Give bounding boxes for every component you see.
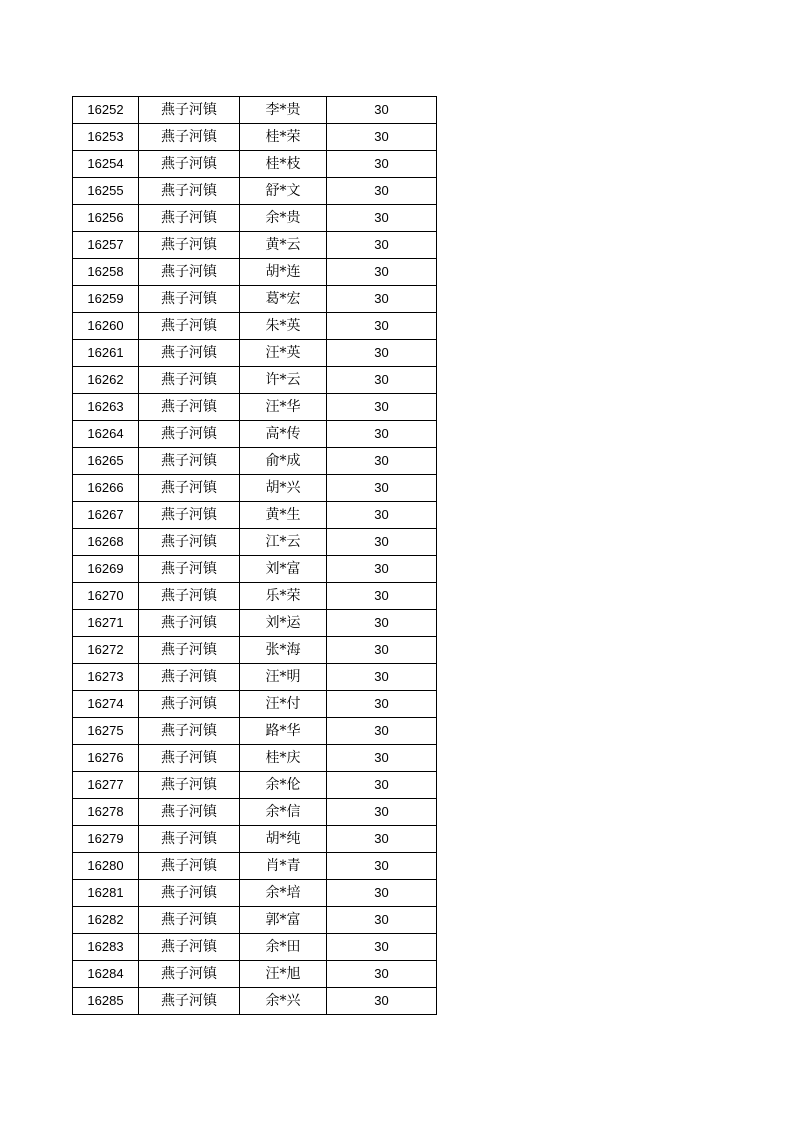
- cell-amount: 30: [327, 502, 437, 529]
- table-row: [73, 394, 437, 421]
- table-row: [73, 151, 437, 178]
- cell-name: 许*云: [240, 367, 327, 394]
- table-row: [73, 826, 437, 853]
- table-row: [73, 313, 437, 340]
- cell-id: 16281: [73, 880, 139, 907]
- cell-name: 高*传: [240, 421, 327, 448]
- cell-amount: 30: [327, 313, 437, 340]
- table-row: [73, 502, 437, 529]
- table-row: [73, 124, 437, 151]
- cell-town: 燕子河镇: [139, 502, 240, 529]
- cell-name: 胡*纯: [240, 826, 327, 853]
- table-row: [73, 286, 437, 313]
- cell-id: 16276: [73, 745, 139, 772]
- cell-town: 燕子河镇: [139, 745, 240, 772]
- cell-name: 余*培: [240, 880, 327, 907]
- cell-amount: 30: [327, 961, 437, 988]
- cell-name: 葛*宏: [240, 286, 327, 313]
- cell-id: 16252: [73, 97, 139, 124]
- cell-id: 16274: [73, 691, 139, 718]
- cell-id: 16266: [73, 475, 139, 502]
- cell-amount: 30: [327, 718, 437, 745]
- cell-amount: 30: [327, 610, 437, 637]
- cell-name: 余*伦: [240, 772, 327, 799]
- table-row: [73, 610, 437, 637]
- cell-id: 16273: [73, 664, 139, 691]
- table-row: [73, 745, 437, 772]
- cell-amount: 30: [327, 205, 437, 232]
- cell-name: 俞*成: [240, 448, 327, 475]
- table-row: [73, 664, 437, 691]
- cell-name: 路*华: [240, 718, 327, 745]
- cell-id: 16265: [73, 448, 139, 475]
- cell-name: 胡*兴: [240, 475, 327, 502]
- cell-town: 燕子河镇: [139, 799, 240, 826]
- cell-id: 16283: [73, 934, 139, 961]
- cell-amount: 30: [327, 556, 437, 583]
- cell-amount: 30: [327, 988, 437, 1015]
- cell-town: 燕子河镇: [139, 907, 240, 934]
- cell-town: 燕子河镇: [139, 421, 240, 448]
- cell-name: 刘*富: [240, 556, 327, 583]
- cell-name: 余*田: [240, 934, 327, 961]
- cell-id: 16257: [73, 232, 139, 259]
- table-row: [73, 232, 437, 259]
- cell-town: 燕子河镇: [139, 475, 240, 502]
- cell-amount: 30: [327, 799, 437, 826]
- cell-amount: 30: [327, 934, 437, 961]
- table-row: [73, 556, 437, 583]
- cell-id: 16258: [73, 259, 139, 286]
- cell-id: 16260: [73, 313, 139, 340]
- cell-name: 余*兴: [240, 988, 327, 1015]
- cell-amount: 30: [327, 907, 437, 934]
- table-row: [73, 97, 437, 124]
- cell-amount: 30: [327, 745, 437, 772]
- cell-name: 胡*连: [240, 259, 327, 286]
- cell-town: 燕子河镇: [139, 664, 240, 691]
- cell-town: 燕子河镇: [139, 394, 240, 421]
- table-row: [73, 448, 437, 475]
- cell-id: 16284: [73, 961, 139, 988]
- data-table: [72, 96, 437, 1015]
- table-row: [73, 988, 437, 1015]
- cell-amount: 30: [327, 394, 437, 421]
- cell-amount: 30: [327, 286, 437, 313]
- cell-town: 燕子河镇: [139, 934, 240, 961]
- cell-amount: 30: [327, 151, 437, 178]
- cell-amount: 30: [327, 448, 437, 475]
- table-row: [73, 583, 437, 610]
- cell-town: 燕子河镇: [139, 556, 240, 583]
- table-row: [73, 637, 437, 664]
- cell-amount: 30: [327, 367, 437, 394]
- cell-id: 16279: [73, 826, 139, 853]
- cell-id: 16263: [73, 394, 139, 421]
- cell-amount: 30: [327, 772, 437, 799]
- cell-name: 刘*运: [240, 610, 327, 637]
- cell-amount: 30: [327, 232, 437, 259]
- cell-town: 燕子河镇: [139, 367, 240, 394]
- cell-amount: 30: [327, 340, 437, 367]
- cell-town: 燕子河镇: [139, 880, 240, 907]
- cell-town: 燕子河镇: [139, 772, 240, 799]
- cell-name: 郭*富: [240, 907, 327, 934]
- cell-town: 燕子河镇: [139, 961, 240, 988]
- table-row: [73, 691, 437, 718]
- table-row: [73, 718, 437, 745]
- cell-id: 16268: [73, 529, 139, 556]
- cell-id: 16259: [73, 286, 139, 313]
- cell-town: 燕子河镇: [139, 988, 240, 1015]
- table-row: [73, 934, 437, 961]
- cell-town: 燕子河镇: [139, 340, 240, 367]
- cell-town: 燕子河镇: [139, 583, 240, 610]
- cell-town: 燕子河镇: [139, 286, 240, 313]
- cell-id: 16272: [73, 637, 139, 664]
- cell-amount: 30: [327, 880, 437, 907]
- cell-id: 16278: [73, 799, 139, 826]
- cell-name: 汪*明: [240, 664, 327, 691]
- cell-town: 燕子河镇: [139, 151, 240, 178]
- cell-amount: 30: [327, 637, 437, 664]
- cell-id: 16261: [73, 340, 139, 367]
- cell-id: 16254: [73, 151, 139, 178]
- table-row: [73, 178, 437, 205]
- cell-name: 汪*付: [240, 691, 327, 718]
- cell-amount: 30: [327, 421, 437, 448]
- table-row: [73, 529, 437, 556]
- cell-name: 肖*青: [240, 853, 327, 880]
- cell-amount: 30: [327, 853, 437, 880]
- cell-id: 16277: [73, 772, 139, 799]
- cell-town: 燕子河镇: [139, 718, 240, 745]
- cell-town: 燕子河镇: [139, 826, 240, 853]
- cell-amount: 30: [327, 529, 437, 556]
- cell-town: 燕子河镇: [139, 124, 240, 151]
- cell-town: 燕子河镇: [139, 313, 240, 340]
- cell-town: 燕子河镇: [139, 205, 240, 232]
- cell-id: 16262: [73, 367, 139, 394]
- cell-id: 16270: [73, 583, 139, 610]
- cell-name: 黄*云: [240, 232, 327, 259]
- cell-id: 16256: [73, 205, 139, 232]
- cell-name: 汪*旭: [240, 961, 327, 988]
- cell-name: 汪*华: [240, 394, 327, 421]
- cell-amount: 30: [327, 124, 437, 151]
- table-row: [73, 880, 437, 907]
- table-row: [73, 367, 437, 394]
- cell-id: 16255: [73, 178, 139, 205]
- cell-name: 黄*生: [240, 502, 327, 529]
- cell-name: 桂*庆: [240, 745, 327, 772]
- cell-name: 舒*文: [240, 178, 327, 205]
- cell-amount: 30: [327, 664, 437, 691]
- table-body: [73, 97, 437, 1015]
- table-row: [73, 799, 437, 826]
- cell-amount: 30: [327, 583, 437, 610]
- cell-town: 燕子河镇: [139, 610, 240, 637]
- cell-name: 江*云: [240, 529, 327, 556]
- cell-amount: 30: [327, 178, 437, 205]
- table-row: [73, 340, 437, 367]
- cell-id: 16282: [73, 907, 139, 934]
- cell-amount: 30: [327, 259, 437, 286]
- cell-name: 张*海: [240, 637, 327, 664]
- cell-id: 16267: [73, 502, 139, 529]
- cell-id: 16253: [73, 124, 139, 151]
- cell-town: 燕子河镇: [139, 691, 240, 718]
- cell-town: 燕子河镇: [139, 529, 240, 556]
- table-row: [73, 205, 437, 232]
- cell-name: 余*信: [240, 799, 327, 826]
- cell-town: 燕子河镇: [139, 853, 240, 880]
- cell-amount: 30: [327, 826, 437, 853]
- cell-amount: 30: [327, 691, 437, 718]
- cell-name: 桂*枝: [240, 151, 327, 178]
- cell-id: 16271: [73, 610, 139, 637]
- cell-amount: 30: [327, 97, 437, 124]
- cell-town: 燕子河镇: [139, 97, 240, 124]
- cell-town: 燕子河镇: [139, 232, 240, 259]
- table-row: [73, 259, 437, 286]
- cell-id: 16269: [73, 556, 139, 583]
- cell-town: 燕子河镇: [139, 448, 240, 475]
- cell-name: 汪*英: [240, 340, 327, 367]
- table-row: [73, 961, 437, 988]
- cell-name: 乐*荣: [240, 583, 327, 610]
- table-row: [73, 475, 437, 502]
- cell-town: 燕子河镇: [139, 178, 240, 205]
- cell-name: 余*贵: [240, 205, 327, 232]
- cell-amount: 30: [327, 475, 437, 502]
- cell-id: 16264: [73, 421, 139, 448]
- table-row: [73, 421, 437, 448]
- cell-name: 朱*英: [240, 313, 327, 340]
- table-row: [73, 853, 437, 880]
- cell-town: 燕子河镇: [139, 259, 240, 286]
- cell-id: 16285: [73, 988, 139, 1015]
- cell-id: 16275: [73, 718, 139, 745]
- cell-name: 李*贵: [240, 97, 327, 124]
- cell-id: 16280: [73, 853, 139, 880]
- cell-name: 桂*荣: [240, 124, 327, 151]
- cell-town: 燕子河镇: [139, 637, 240, 664]
- table-row: [73, 907, 437, 934]
- table-row: [73, 772, 437, 799]
